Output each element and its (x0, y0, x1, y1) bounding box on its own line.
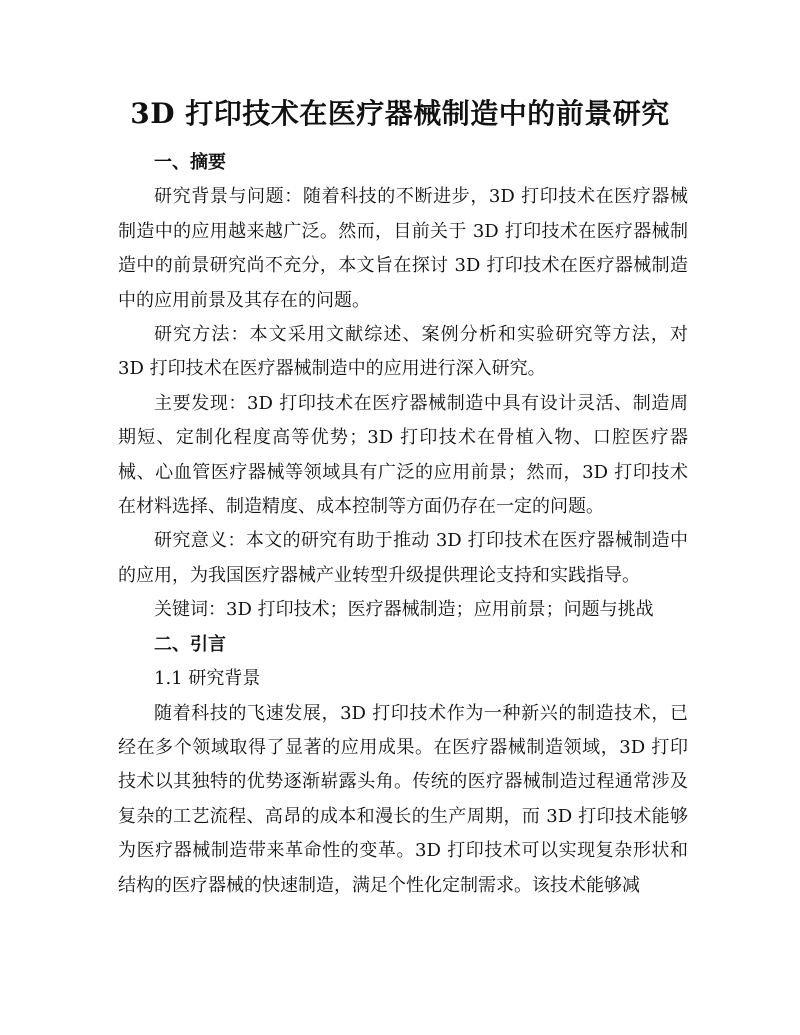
document-title: 3D 打印技术在医疗器械制造中的前景研究 (130, 97, 670, 130)
keywords-line: 关键词：3D 打印技术；医疗器械制造；应用前景；问题与挑战 (154, 599, 654, 621)
abstract-background-paragraph: 研究背景与问题：随着科技的不断进步，3D 打印技术在医疗器械制造中的应用越来越广泛。然而，目前关于 3D 打印技术在医疗器械制造中的前景研究尚不充分，本文旨在探讨 3D 打印技术在医疗器械制造中的应用前景及其存在的问题。 (118, 186, 688, 311)
abstract-significance-paragraph: 研究意义：本文的研究有助于推动 3D 打印技术在医疗器械制造中的应用，为我国医疗器械产业转型升级提供理论支持和实践指导。 (118, 530, 688, 586)
section-heading-introduction: 二、引言 (154, 633, 226, 655)
introduction-paragraph: 随着科技的飞速发展，3D 打印技术作为一种新兴的制造技术，已经在多个领域取得了显著的应用成果。在医疗器械制造领域，3D 打印技术以其独特的优势逐渐崭露头角。传统的医疗器械制造过程通常涉及复杂的工艺流程、高昂的成本和漫长的生产周期，而 3D 打印技术能够为医疗器械制造带来革命性的变革。3D 打印技术可以实现复杂形状和结构的医疗器械的快速制造，满足个性化定制需求。该技术能够减 (118, 702, 688, 896)
abstract-methods-paragraph: 研究方法：本文采用文献综述、案例分析和实验研究等方法，对 3D 打印技术在医疗器械制造中的应用进行深入研究。 (118, 324, 688, 380)
subsection-heading-research-background: 1.1 研究背景 (154, 668, 261, 690)
section-heading-abstract: 一、摘要 (154, 152, 226, 173)
abstract-findings-paragraph: 主要发现：3D 打印技术在医疗器械制造中具有设计灵活、制造周期短、定制化程度高等优势；3D 打印技术在骨植入物、口腔医疗器械、心血管医疗器械等领域具有广泛的应用前景；然而，3D 打印技术在材料选择、制造精度、成本控制等方面仍存在一定的问题。 (118, 392, 688, 518)
document-body (118, 146, 688, 903)
